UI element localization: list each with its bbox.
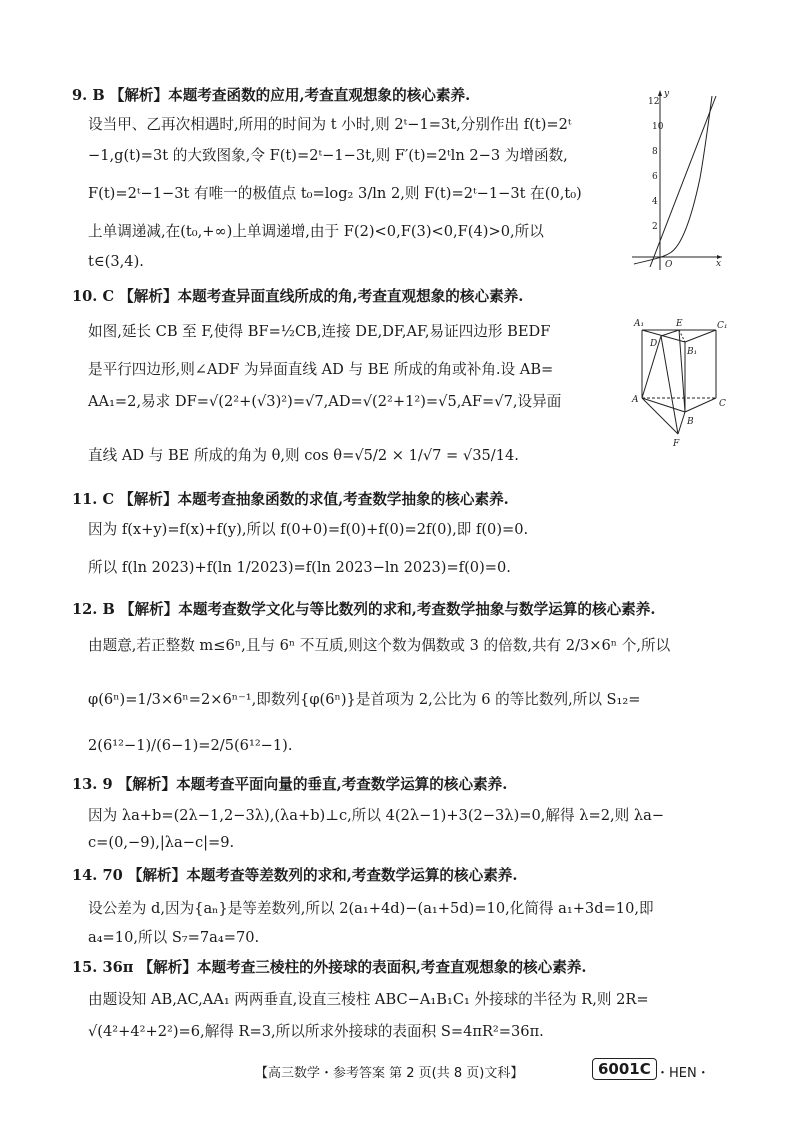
y-tick-12: 12 [648, 97, 660, 107]
q15-heading: 15. 36π 【解析】本题考查三棱柱的外接球的表面积,考查直观想象的核心素养. [72, 959, 587, 976]
exponential-f-curve [634, 96, 712, 264]
y-tick-4: 4 [652, 197, 658, 207]
q15-line-1: 由题设知 AB,AC,AA₁ 两两垂直,设直三棱柱 ABC−A₁B₁C₁ 外接球的半径为 R,则 2R= [88, 991, 649, 1008]
y-axis-arrow-icon [658, 90, 662, 96]
q10-line-4: 直线 AD 与 BE 所成的角为 θ,则 cos θ=√5/2 × 1/√7 = √35/14. [88, 447, 519, 464]
region-tag: ・HEN・ [656, 1066, 710, 1081]
x-axis-label: x [716, 259, 722, 269]
label-A: A [632, 395, 639, 405]
q10-heading: 10. C 【解析】本题考查异面直线所成的角,考查直观想象的核心素养. [72, 288, 524, 305]
q9-line-2: −1,g(t)=3t 的大致图象,令 F(t)=2ᵗ−1−3t,则 F′(t)=2ᵗln 2−3 为增函数, [88, 147, 568, 164]
q14-heading: 14. 70 【解析】本题考查等差数列的求和,考查数学运算的核心素养. [72, 867, 518, 884]
q9-line-4: 上单调递减,在(t₀,+∞)上单调递增,由于 F(2)<0,F(3)<0,F(4)>0,所以 [88, 223, 544, 240]
label-B: B [687, 417, 694, 427]
label-B1: B₁ [687, 347, 698, 357]
y-tick-6: 6 [652, 172, 658, 182]
label-D: D [650, 339, 658, 349]
y-tick-8: 8 [652, 147, 658, 157]
q13-heading: 13. 9 【解析】本题考查平面向量的垂直,考查数学运算的核心素养. [72, 776, 508, 793]
label-E: E [676, 319, 683, 329]
y-tick-10: 10 [652, 122, 664, 132]
q9-function-graph [630, 86, 730, 272]
q11-heading: 11. C 【解析】本题考查抽象函数的求值,考查数学抽象的核心素养. [72, 491, 509, 508]
q15-line-2: √(4²+4²+2²)=6,解得 R=3,所以所求外接球的表面积 S=4πR²=36π. [88, 1023, 544, 1040]
q12-heading: 12. B 【解析】本题考查数学文化与等比数列的求和,考查数学抽象与数学运算的核心素养. [72, 601, 656, 618]
q14-line-2: a₄=10,所以 S₇=7a₄=70. [88, 929, 260, 946]
q13-line-2: c=(0,−9),|λa−c|=9. [88, 834, 235, 851]
label-C1: C₁ [717, 321, 728, 331]
label-F: F [673, 439, 680, 449]
q9-line-1: 设当甲、乙再次相遇时,所用的时间为 t 小时,则 2ᵗ−1=3t,分别作出 f(t)=2ᵗ [88, 116, 572, 133]
q9-heading: 9. B 【解析】本题考查函数的应用,考查直观想象的核心素养. [72, 87, 471, 104]
y-tick-2: 2 [652, 222, 658, 232]
q9-line-3: F(t)=2ᵗ−1−3t 有唯一的极值点 t₀=log₂ 3/ln 2,则 F(t)=2ᵗ−1−3t 在(0,t₀) [88, 185, 582, 202]
q14-line-1: 设公差为 d,因为{aₙ}是等差数列,所以 2(a₁+4d)−(a₁+5d)=10,化简得 a₁+3d=10,即 [88, 900, 654, 917]
q12-line-1: 由题意,若正整数 m≤6ⁿ,且与 6ⁿ 不互质,则这个数为偶数或 3 的倍数,共有 2/3×6ⁿ 个,所以 [88, 637, 671, 654]
label-A1: A₁ [634, 319, 645, 329]
q13-line-1: 因为 λa+b=(2λ−1,2−3λ),(λa+b)⊥c,所以 4(2λ−1)+3(2−3λ)=0,解得 λ=2,则 λa− [88, 807, 665, 824]
q10-line-2: 是平行四边形,则∠ADF 为异面直线 AD 与 BE 所成的角或补角.设 AB= [88, 361, 554, 378]
q10-line-3: AA₁=2,易求 DF=√(2²+(√3)²)=√7,AD=√(2²+1²)=√5,AF=√7,设异面 [88, 393, 562, 410]
footer-title: 【高三数学・参考答案 第 2 页(共 8 页)文科】 [255, 1066, 524, 1081]
q11-line-1: 因为 f(x+y)=f(x)+f(y),所以 f(0+0)=f(0)+f(0)=2f(0),即 f(0)=0. [88, 521, 529, 538]
y-axis-label: y [664, 89, 670, 99]
label-C: C [719, 399, 726, 409]
q10-line-1: 如图,延长 CB 至 F,使得 BF=½CB,连接 DE,DF,AF,易证四边形 BEDF [88, 323, 551, 340]
q11-line-2: 所以 f(ln 2023)+f(ln 1/2023)=f(ln 2023−ln 2023)=f(0)=0. [88, 559, 511, 576]
q12-line-2: φ(6ⁿ)=1/3×6ⁿ=2×6ⁿ⁻¹,即数列{φ(6ⁿ)}是首项为 2,公比为 6 的等比数列,所以 S₁₂= [88, 691, 641, 708]
q12-line-3: 2(6¹²−1)/(6−1)=2/5(6¹²−1). [88, 737, 293, 754]
paper-code-badge: 6001C [592, 1058, 657, 1080]
q10-prism-figure [628, 314, 732, 454]
q9-line-5: t∈(3,4). [88, 253, 144, 270]
origin-label: O [665, 260, 673, 270]
